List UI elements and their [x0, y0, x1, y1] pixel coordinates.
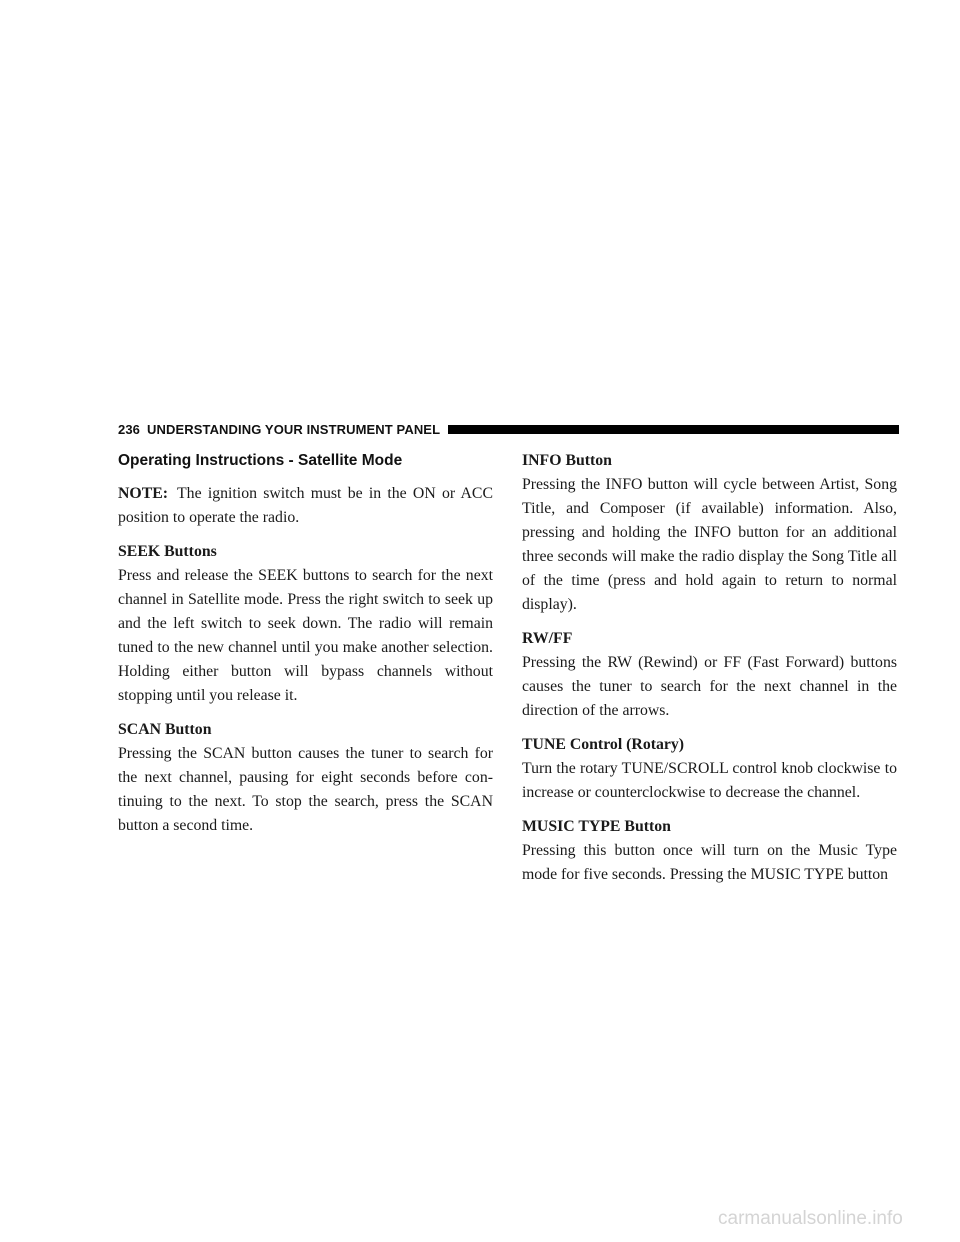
- subsection-body: Pressing this button once will turn on the Music Type mode for five seconds. Pressing the MUSIC TYPE button: [522, 842, 897, 883]
- subsection-music-type: [522, 815, 897, 887]
- subsection-body: Pressing the INFO button will cycle between Artist, Song Title, and Composer (if available) information. Also, pressing and holding the INFO button for an additional three seconds will make the radio display the Song Title all of the time (press and hold again to return to normal display).: [522, 476, 897, 613]
- subsection-scan: [118, 718, 493, 838]
- subsection-heading: MUSIC TYPE Button: [522, 818, 671, 835]
- subsection-body: Pressing the SCAN button causes the tuner to search for the next channel, pausing for eight seconds before con-tinuing to the next. To stop the search, press the SCAN button a second time.: [118, 745, 493, 834]
- subsection-tune: [522, 733, 897, 805]
- subsection-body: Press and release the SEEK buttons to search for the next channel in Satellite mode. Press the right switch to seek up and the left switch to seek down. The radio will remain tuned to the new channel until you make another selection. Holding either button will bypass channels without stopping until you release it.: [118, 567, 493, 704]
- header-rule: [448, 425, 899, 434]
- subsection-body: Pressing the RW (Rewind) or FF (Fast Forward) buttons causes the tuner to search for the next channel in the direction of the arrows.: [522, 654, 897, 719]
- subsection-heading: RW/FF: [522, 630, 573, 647]
- subsection-body: Turn the rotary TUNE/SCROLL control knob clockwise to increase or counterclockwise to decrease the channel.: [522, 760, 897, 801]
- page-number: 236: [118, 421, 140, 437]
- subsection-heading: SCAN Button: [118, 721, 212, 738]
- note-paragraph: [118, 482, 493, 530]
- subsection-heading: TUNE Control (Rotary): [522, 736, 685, 753]
- subsection-rwff: [522, 627, 897, 723]
- right-column: [522, 449, 897, 897]
- section-title: Operating Instructions - Satellite Mode: [118, 452, 403, 469]
- site-watermark: carmanualsonline.info: [718, 1208, 903, 1229]
- subsection-heading: SEEK Buttons: [118, 543, 217, 560]
- left-column: [118, 449, 493, 848]
- chapter-title: UNDERSTANDING YOUR INSTRUMENT PANEL: [147, 421, 441, 437]
- running-header: [118, 421, 899, 437]
- note-label: NOTE:: [118, 485, 169, 502]
- note-text: The ignition switch must be in the ON or ACC position to operate the radio.: [118, 485, 493, 526]
- subsection-heading: INFO Button: [522, 452, 612, 469]
- subsection-info: [522, 449, 897, 617]
- subsection-seek: [118, 540, 493, 708]
